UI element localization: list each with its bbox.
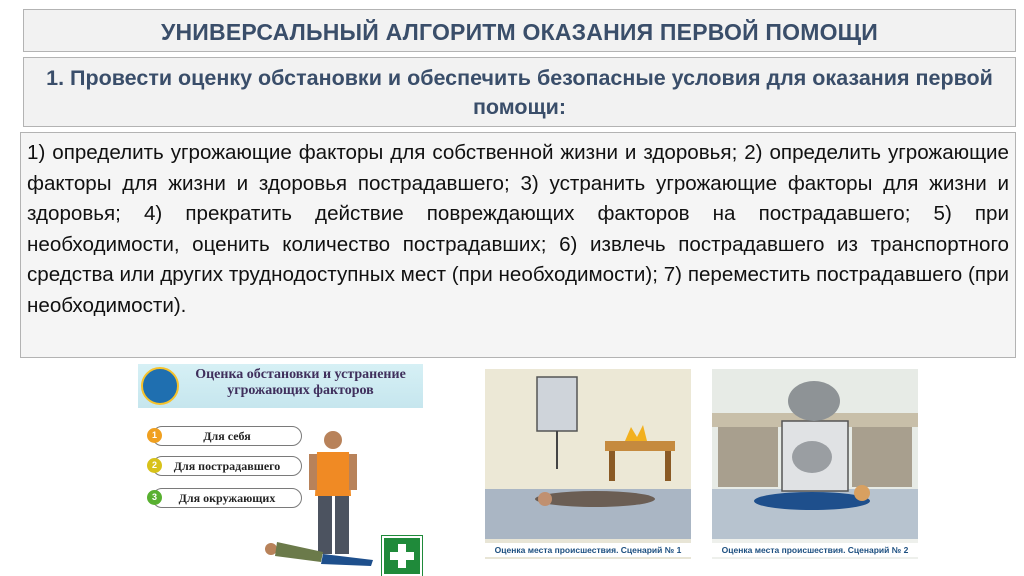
- step-heading: 1. Провести оценку обстановки и обеспечить безопасные условия для оказания первой помощи:: [46, 66, 993, 119]
- steps-text: 1) определить угрожающие факторы для собственной жизни и здоровья; 2) определить угрожающие факторы для жизни и здоровья пострадавшего; 3) устранить угрожающие факторы для жизни и здоровья; 4) прекратить действие повреждающих факторов на пострадавшего; 5) при необходимости, оценить количество пострадавших; 6) извлечь пострадавшего из транспортного средства или других труднодоступных мест (при необходимости); 7) переместить пострадавшего (при необходимости).: [27, 141, 1009, 317]
- page-title: УНИВЕРСАЛЬНЫЙ АЛГОРИТМ ОКАЗАНИЯ ПЕРВОЙ ПОМОЩИ: [160, 19, 879, 45]
- list-item-label: Для окружающих: [178, 491, 276, 505]
- subtitle-box: [23, 57, 1016, 127]
- scenario-1-caption: Оценка места происшествия. Сценарий № 1: [485, 543, 691, 557]
- number-badge: 3: [147, 490, 162, 505]
- scenario-1-illustration: [485, 369, 691, 559]
- electric-shock-scene: [485, 369, 691, 539]
- steps-box: [20, 132, 1016, 358]
- infographic-header: [138, 364, 423, 408]
- scenario-2-illustration: [712, 369, 918, 559]
- gas-stove-scene: [712, 369, 918, 539]
- list-item-label: Для себя: [203, 429, 251, 443]
- number-badge: 1: [147, 428, 162, 443]
- first-aid-icon: [382, 536, 422, 576]
- number-badge: 2: [147, 458, 162, 473]
- scenario-2-caption: Оценка места происшествия. Сценарий № 2: [712, 543, 918, 557]
- title-box: [23, 9, 1016, 52]
- assessment-infographic: [138, 364, 423, 572]
- emblem-icon: [141, 367, 179, 405]
- infographic-heading: Оценка обстановки и устранение угрожающих факторов: [195, 367, 406, 398]
- list-item-label: Для пострадавшего: [173, 459, 281, 473]
